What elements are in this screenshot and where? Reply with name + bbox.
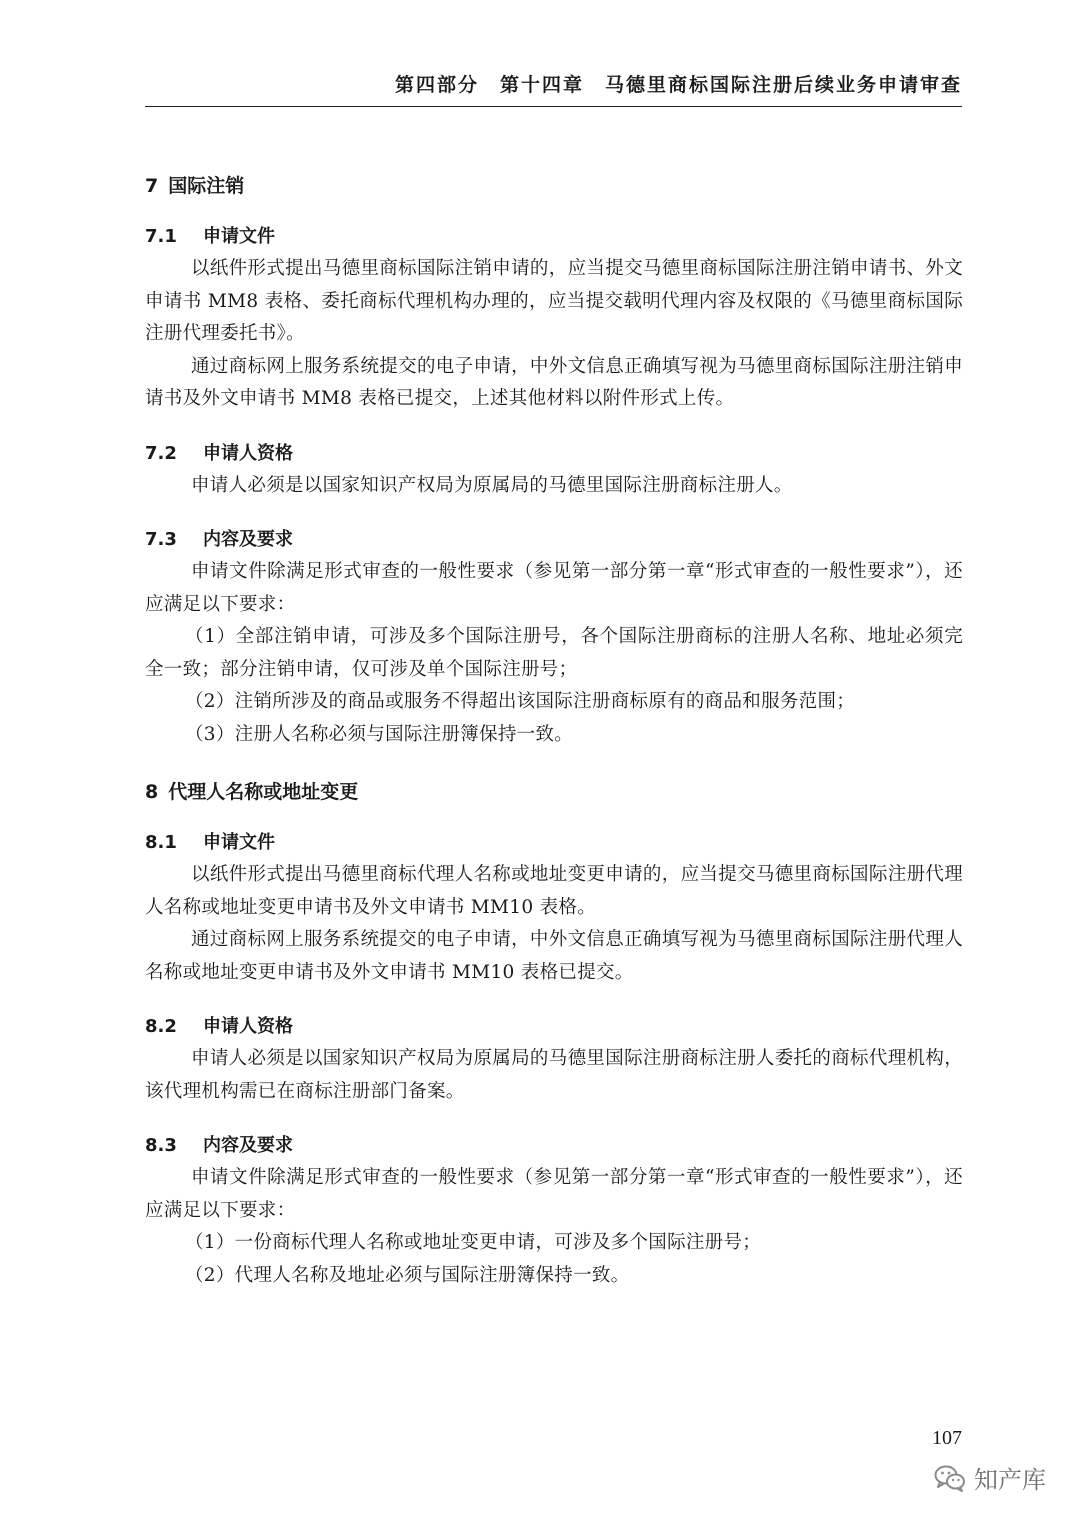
paragraph: 申请文件除满足形式审查的一般性要求（参见第一部分第一章“形式审查的一般性要求”），还应满足以下要求：: [145, 1167, 963, 1221]
subsection-number: 7.2: [145, 442, 177, 464]
subsection-title: 内容及要求: [203, 1135, 293, 1156]
subsection-title: 申请人资格: [203, 1016, 293, 1037]
watermark: [934, 1460, 1046, 1495]
subsection-title: 申请文件: [203, 832, 275, 853]
paragraph: 申请人必须是以国家知识产权局为原属局的马德里国际注册商标注册人委托的商标代理机构，该代理机构需已在商标注册部门备案。: [145, 1048, 963, 1102]
subsection-number: 8.3: [145, 1135, 177, 1156]
subsection-title: 内容及要求: [203, 529, 293, 550]
watermark-text: 知产库: [974, 1466, 1046, 1494]
section-number: 7: [145, 175, 159, 197]
paragraph: 通过商标网上服务系统提交的电子申请，中外文信息正确填写视为马德里商标国际注册注销申请书及外文申请书 MM8 表格已提交，上述其他材料以附件形式上传。: [145, 355, 963, 409]
subsection-number: 8.1: [145, 832, 177, 853]
subsection-number: 7.1: [145, 226, 177, 247]
list-item: （1）一份商标代理人名称或地址变更申请，可涉及多个国际注册号；: [185, 1232, 762, 1253]
section-title: 代理人名称或地址变更: [168, 781, 359, 803]
paragraph: 通过商标网上服务系统提交的电子申请，中外文信息正确填写视为马德里商标国际注册代理人名称或地址变更申请书及外文申请书 MM10 表格已提交。: [145, 929, 963, 983]
subsection-8-2-heading: [145, 1011, 963, 1043]
subsection-title: 申请人资格: [203, 442, 293, 464]
subsection-number: 8.2: [145, 1016, 177, 1037]
subsection-7-1-heading: [145, 221, 963, 253]
subsection-8-1-heading: [145, 827, 963, 859]
section-8-heading: [145, 776, 963, 808]
section-title: 国际注销: [168, 175, 245, 197]
subsection-8-3-heading: [145, 1130, 963, 1162]
list-item: （1）全部注销申请，可涉及多个国际注册号，各个国际注册商标的注册人名称、地址必须完全一致；部分注销申请，仅可涉及单个国际注册号；: [145, 626, 963, 680]
page-number: 107: [932, 1427, 962, 1449]
subsection-title: 申请文件: [203, 226, 275, 247]
wechat-icon: [934, 1464, 966, 1492]
subsection-number: 7.3: [145, 529, 177, 550]
page-body: [145, 170, 963, 1292]
section-number: 8: [145, 781, 159, 803]
list-item: （3）注册人名称必须与国际注册簿保持一致。: [185, 723, 574, 745]
list-item: （2）注销所涉及的商品或服务不得超出该国际注册商标原有的商品和服务范围；: [185, 691, 856, 712]
paragraph: 以纸件形式提出马德里商标国际注销申请的，应当提交马德里商标国际注册注销申请书、外文申请书 MM8 表格、委托商标代理机构办理的，应当提交载明代理内容及权限的《马德里商标国际注册代理委托书》。: [145, 258, 963, 344]
subsection-7-2-heading: [145, 438, 963, 470]
list-item: （2）代理人名称及地址必须与国际注册簿保持一致。: [185, 1264, 630, 1286]
paragraph: 申请文件除满足形式审查的一般性要求（参见第一部分第一章“形式审查的一般性要求”），还应满足以下要求：: [145, 561, 963, 615]
running-header: 第四部分 第十四章 马德里商标国际注册后续业务申请审查: [145, 70, 962, 107]
paragraph: 以纸件形式提出马德里商标代理人名称或地址变更申请的，应当提交马德里商标国际注册代理人名称或地址变更申请书及外文申请书 MM10 表格。: [145, 864, 963, 918]
subsection-7-3-heading: [145, 524, 963, 556]
paragraph: 申请人必须是以国家知识产权局为原属局的马德里国际注册商标注册人。: [191, 474, 793, 496]
section-7-heading: [145, 170, 963, 202]
